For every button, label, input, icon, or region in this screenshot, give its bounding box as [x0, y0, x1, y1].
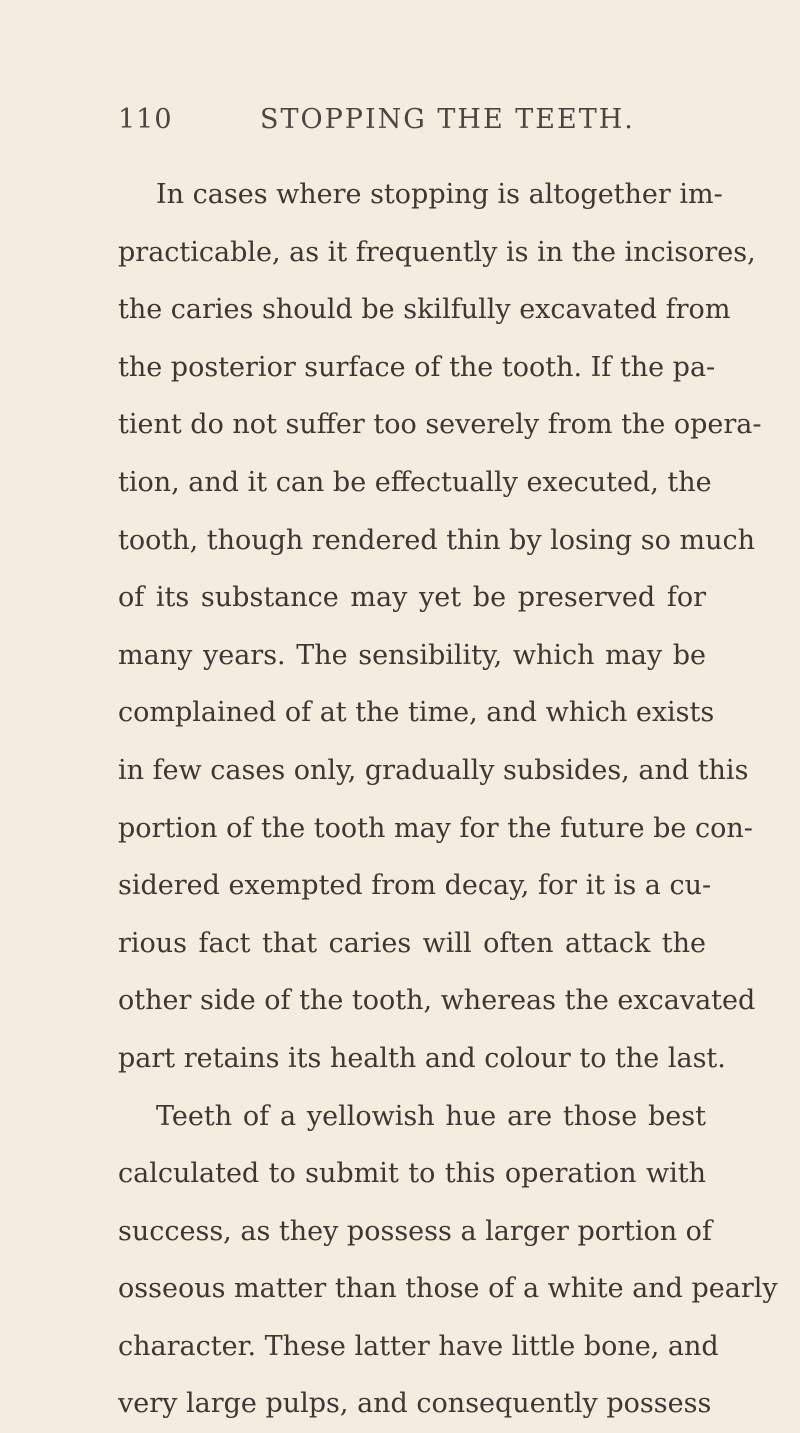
running-title: STOPPING THE TEETH. [260, 104, 635, 135]
text-line: calculated to submit to this operation with [118, 1158, 706, 1190]
text-line: success, as they possess a larger portion of [118, 1215, 712, 1247]
text-line: in few cases only, gradually subsides, and this [118, 754, 749, 786]
text-line: complained of at the time, and which exists [118, 697, 715, 729]
text-line: part retains its health and colour to the last. [118, 1042, 726, 1074]
text-line: osseous matter than those of a white and pearly [118, 1273, 778, 1305]
text-line: very large pulps, and consequently possess [118, 1388, 712, 1420]
text-line: practicable, as it frequently is in the incisores, [118, 236, 756, 268]
text-line: In cases where stopping is altogether im- [156, 179, 723, 210]
text-line: the caries should be skilfully excavated from [118, 294, 731, 326]
text-line: tient do not suffer too severely from the opera- [118, 409, 762, 441]
text-line: the posterior surface of the tooth. If the pa- [118, 351, 716, 383]
text-line: many years. The sensibility, which may be [118, 639, 706, 671]
text-line: other side of the tooth, whereas the excavated [118, 985, 756, 1017]
text-line: Teeth of a yellowish hue are those best [156, 1100, 706, 1132]
text-line: sidered exempted from decay, for it is a cu- [118, 870, 712, 902]
text-line: rious fact that caries will often attack the [118, 927, 706, 959]
page-number: 110 [118, 104, 173, 135]
text-line: character. These latter have little bone, and [118, 1330, 719, 1362]
body-text [118, 166, 778, 1433]
text-line: tion, and it can be effectually executed, the [118, 466, 712, 498]
text-line: portion of the tooth may for the future be con- [118, 812, 753, 844]
text-line: of its substance may yet be preserved for [118, 582, 706, 614]
text-line: tooth, though rendered thin by losing so much [118, 524, 755, 556]
page-header [118, 104, 718, 140]
